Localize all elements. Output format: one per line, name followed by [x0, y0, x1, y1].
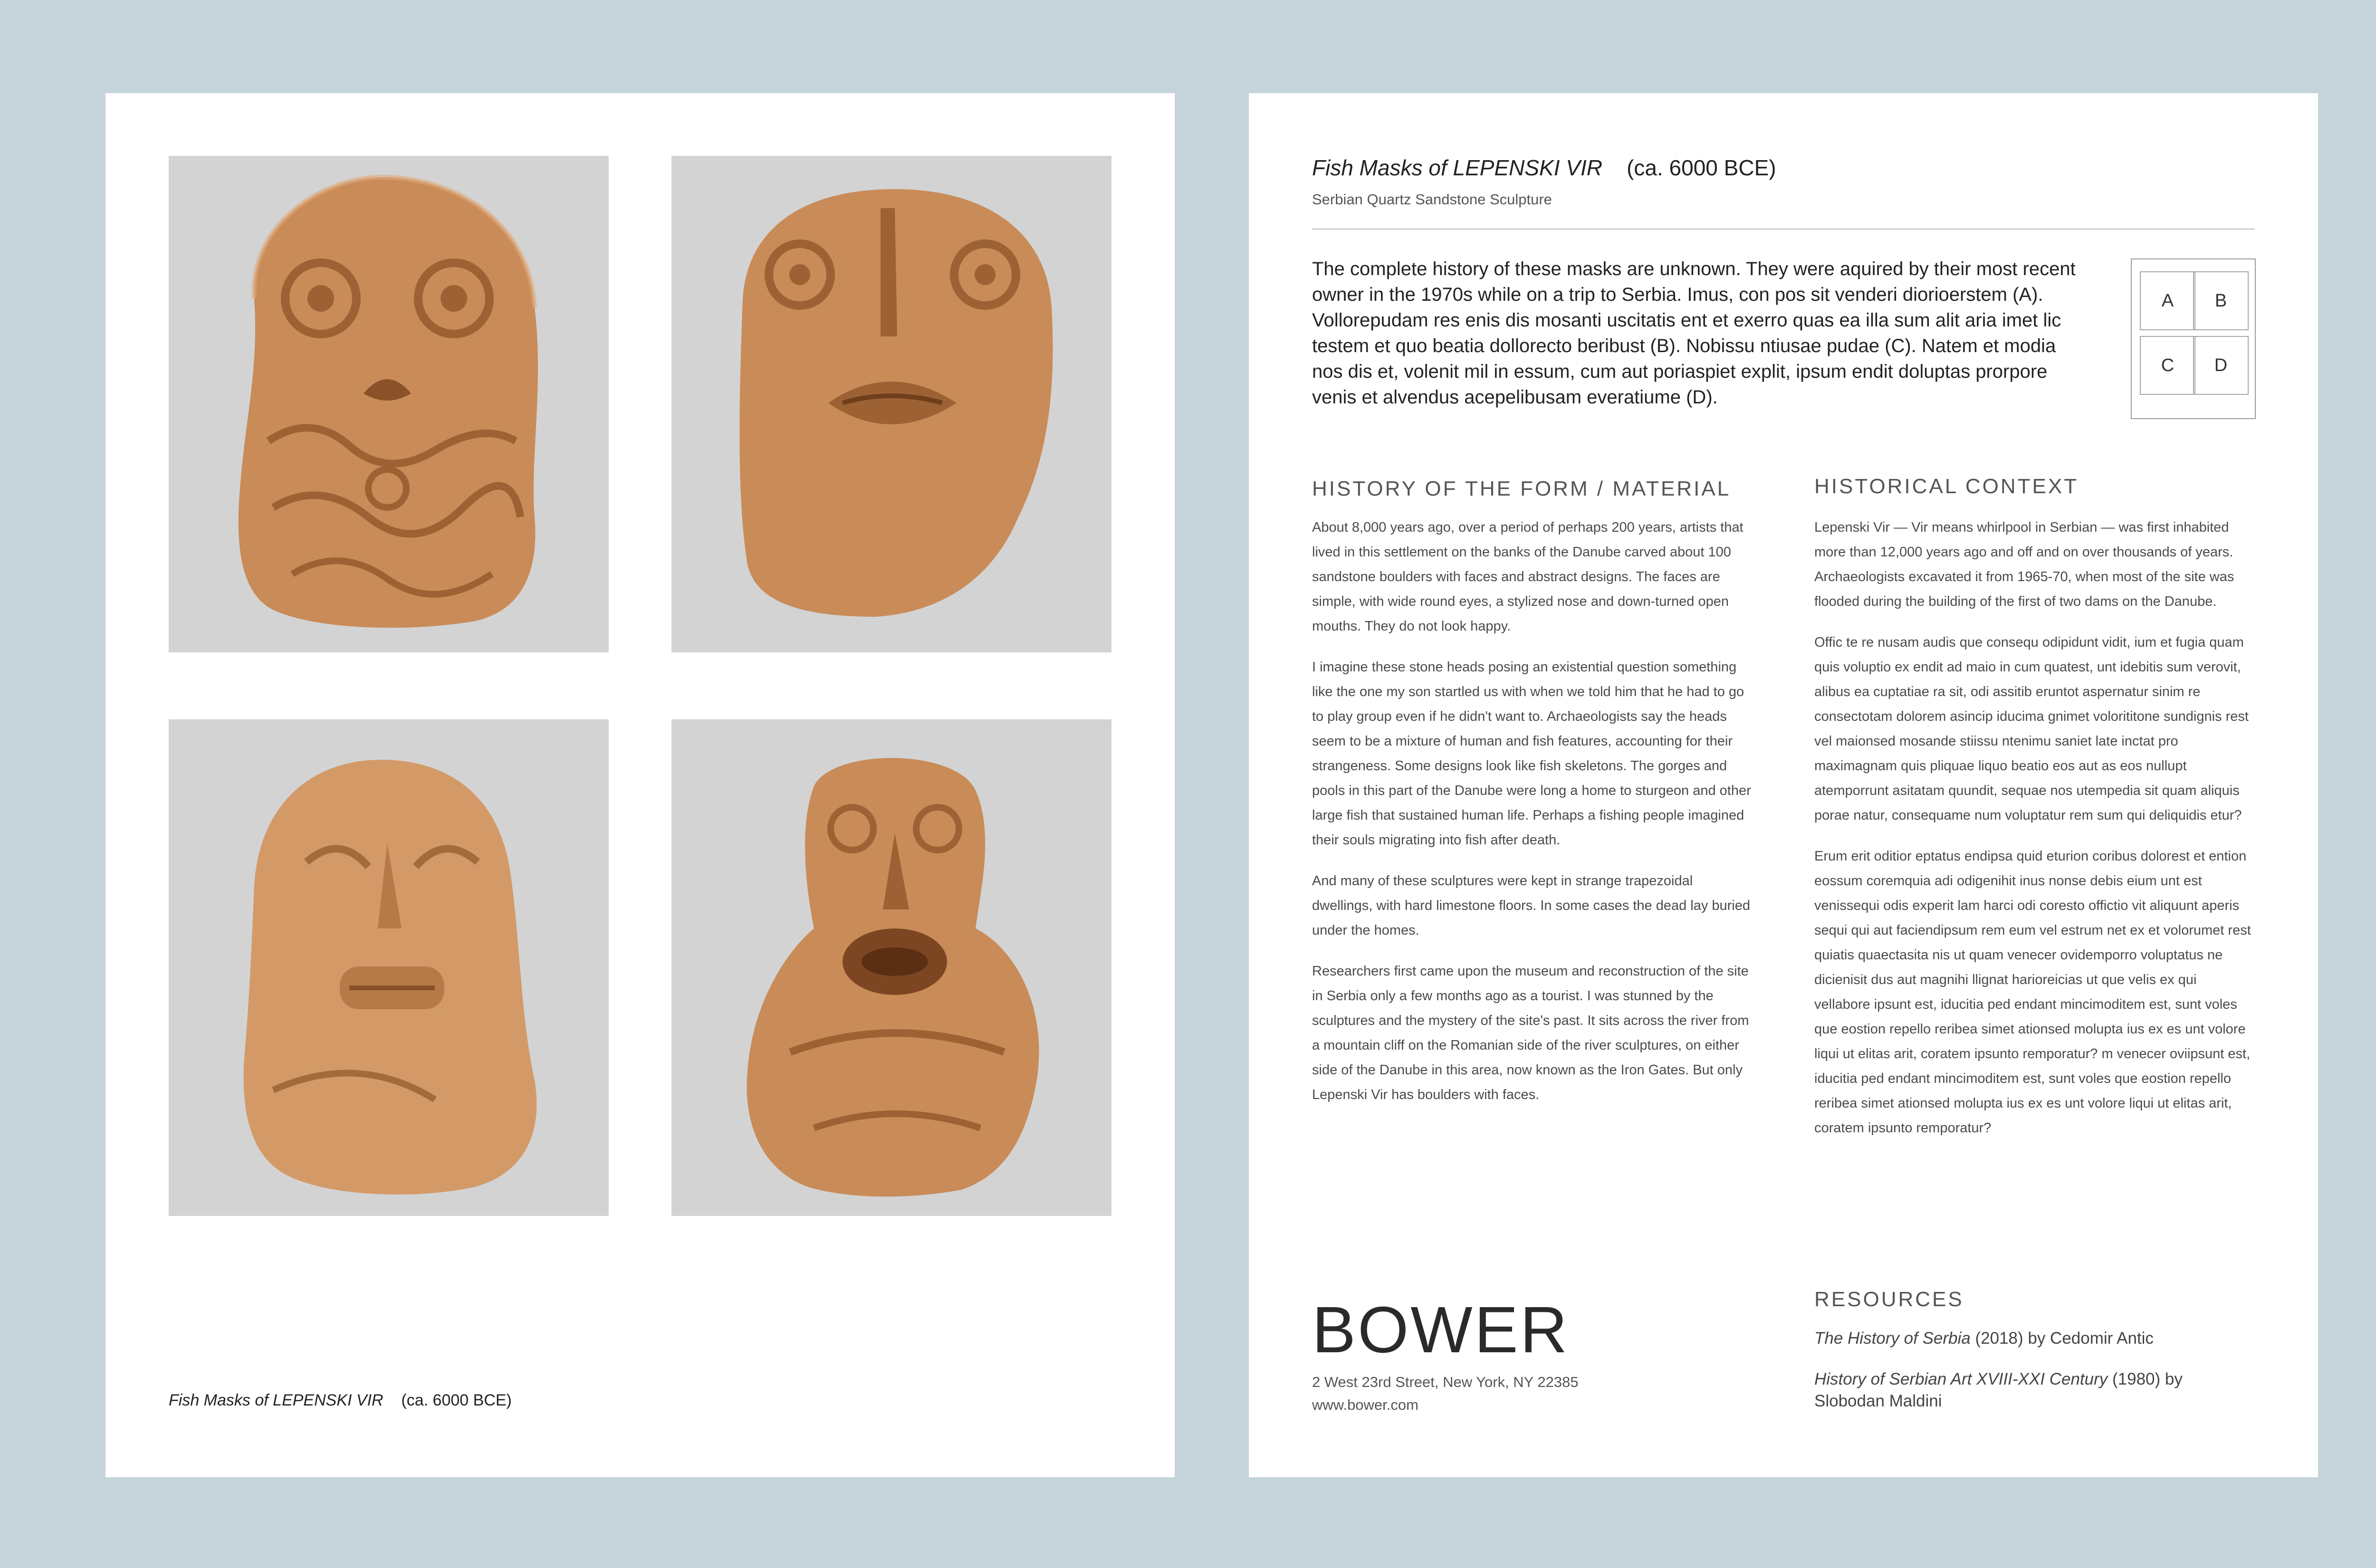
key-cell-c: C	[2140, 336, 2195, 395]
resource-title: The History of Serbia	[1814, 1329, 1971, 1348]
key-cell-d: D	[2193, 336, 2249, 395]
resource-detail: (1980) by Slobodan Maldini	[1814, 1370, 2183, 1410]
title-date: (ca. 6000 BCE)	[1627, 155, 1776, 180]
photo-stone-head-c	[169, 719, 609, 1216]
photo-stone-head-a	[169, 156, 609, 652]
resource-item	[1814, 1368, 2256, 1412]
left-caption	[169, 1391, 512, 1410]
photo-key-grid	[2131, 258, 2256, 419]
key-cell-b: B	[2193, 271, 2249, 330]
stone-head-b-icon	[671, 156, 1111, 652]
resource-item	[1814, 1328, 2256, 1349]
right-page	[1249, 93, 2318, 1477]
resource-title: History of Serbian Art XVIII-XXI Century	[1814, 1370, 2108, 1388]
left-page	[105, 93, 1175, 1477]
stone-head-c-icon	[169, 719, 609, 1216]
resource-detail: (2018) by Cedomir Antic	[1970, 1329, 2154, 1348]
history-form-paragraph: Researchers first came upon the museum and reconstruction of the site in Serbia only a few months ago as a tourist. I was stunned by the sculptures and the mystery of the site's past. It sits across the river from a mountain cliff on the Romanian side of the river sculptures, on either side of the Danube in this area, now known as the Iron Gates. But only Lepenski Vir has boulders with faces.	[1312, 964, 1749, 1102]
historical-context-paragraph: Lepenski Vir — Vir means whirlpool in Serbian — was first inhabited more than 12,000 years ago and off and on over thousands of years. Archaeologists excavated it from 1965-70, when most of the site was flooded during the building of the first of two dams on the Danube.	[1814, 520, 2234, 609]
history-form-paragraph: I imagine these stone heads posing an existential question something like the one my son startled us with when we told him that he had to go to play group even if he didn't want to. Archaeologists say the heads seem to be a mixture of human and fish features, accounting for their strangeness. Some designs look like fish skeletons. The gorges and pools in this part of the Danube were long a home to sturgeon and other large fish that sustained human life. Perhaps a fishing people imagined their souls migrating into fish after death.	[1312, 660, 1751, 848]
stone-head-a-icon	[169, 156, 609, 652]
key-cell-a: A	[2140, 271, 2195, 330]
history-form-body	[1312, 515, 1754, 1123]
caption-date: (ca. 6000 BCE)	[401, 1391, 512, 1409]
historical-context-heading: HISTORICAL CONTEXT	[1814, 475, 2079, 498]
stone-head-d-icon	[671, 719, 1111, 1216]
resources-heading: RESOURCES	[1814, 1288, 1964, 1311]
photo-stone-head-b	[671, 156, 1111, 652]
address: 2 West 23rd Street, New York, NY 22385	[1312, 1374, 1579, 1390]
history-form-paragraph: And many of these sculptures were kept in strange trapezoidal dwellings, with hard limestone floors. In some cases the dead lay buried under the homes.	[1312, 873, 1751, 938]
page-subtitle: Serbian Quartz Sandstone Sculpture	[1312, 191, 1552, 208]
historical-context-paragraph: Erum erit oditior eptatus endipsa quid eturion coribus dolorest et ention eossum coremquia adi odigenihit inus nonse debis eium unt est venissequi odis experit lam harci odi coresto offictio vit aliquunt aperis sequi qui aut faciendipsum rem eum vel estrum net ex et volorumet rest quiatis quaectasita nis ut quam venecer ovidemporro voluptatus ne dicienisit dus aut magnihi llignat harioreicias ut que velis ex qui vellabore ipsunt est, iducitia ped endant mincimoditem est, sunt voles que eostion repello reribea simet ationsed molupta ius ex es unt volore liqui ut elitas arit, coratem ipsunto remporatur? m venecer oviipsunt est, iducitia ped endant mincimoditem est, sunt voles que eostion repello reribea simet ationsed molupta ius ex es unt volore liqui ut elitas arit, coratem ipsunto remporatur?	[1814, 849, 2251, 1136]
photo-stone-head-d	[671, 719, 1111, 1216]
title-italic: Fish Masks of LEPENSKI VIR	[1312, 155, 1602, 180]
historical-context-paragraph: Offic te re nusam audis que consequ odipidunt vidit, ium et fugia quam quis voluptio ex endit ad maio in cum quatest, unt idebitis sum verovit, alibus ea cuptatiae ra sit, odi assitib eruntot aspernatur sinim re consectotam dolorem asincip iducima gnimet volorititone sundignis rest vel maionsed mosande stiissu ntenimu saniet late inctat pro maximagnam quis pliquae liquo beatio eos aut as eos nullupt atemporrunt asitatam quundit, sequae nos utempedia sit quam aliquis porae natur, consequame num voluptatur rem sum qui deliquidis etur?	[1814, 635, 2249, 823]
intro-paragraph: The complete history of these masks are unknown. They were aquired by their most recent owner in the 1970s while on a trip to Serbia. Imus, con pos sit venderi diorioerstem (A). Vollorepudam res enis dis mosanti uscitatis ent et exerro quas ea illa sum alit aria imet lic testem et quo beatia dollorecto beribust (B). Nobissu ntiusae pudae (C). Natem et modia nos dis et, volenit mil in essum, cum aut poriaspiet explit, ipsum endit doluptas prorpore venis et alvendus acepelibusam everatiume (D).	[1312, 258, 2076, 408]
historical-context-body	[1814, 515, 2256, 1157]
resources-list	[1814, 1328, 2256, 1431]
caption-title: Fish Masks of LEPENSKI VIR	[169, 1391, 383, 1409]
history-form-paragraph: About 8,000 years ago, over a period of perhaps 200 years, artists that lived in this settlement on the banks of the Danube carved about 100 sandstone boulders with faces and abstract designs. The faces are simple, with wide round eyes, a stylized nose and down-turned open mouths. They do not look happy.	[1312, 520, 1744, 634]
bower-logo: BOWER	[1312, 1293, 1570, 1367]
history-form-heading: HISTORY OF THE FORM / MATERIAL	[1312, 477, 1731, 500]
website-link[interactable]: www.bower.com	[1312, 1396, 1418, 1413]
page-title	[1312, 155, 1776, 181]
